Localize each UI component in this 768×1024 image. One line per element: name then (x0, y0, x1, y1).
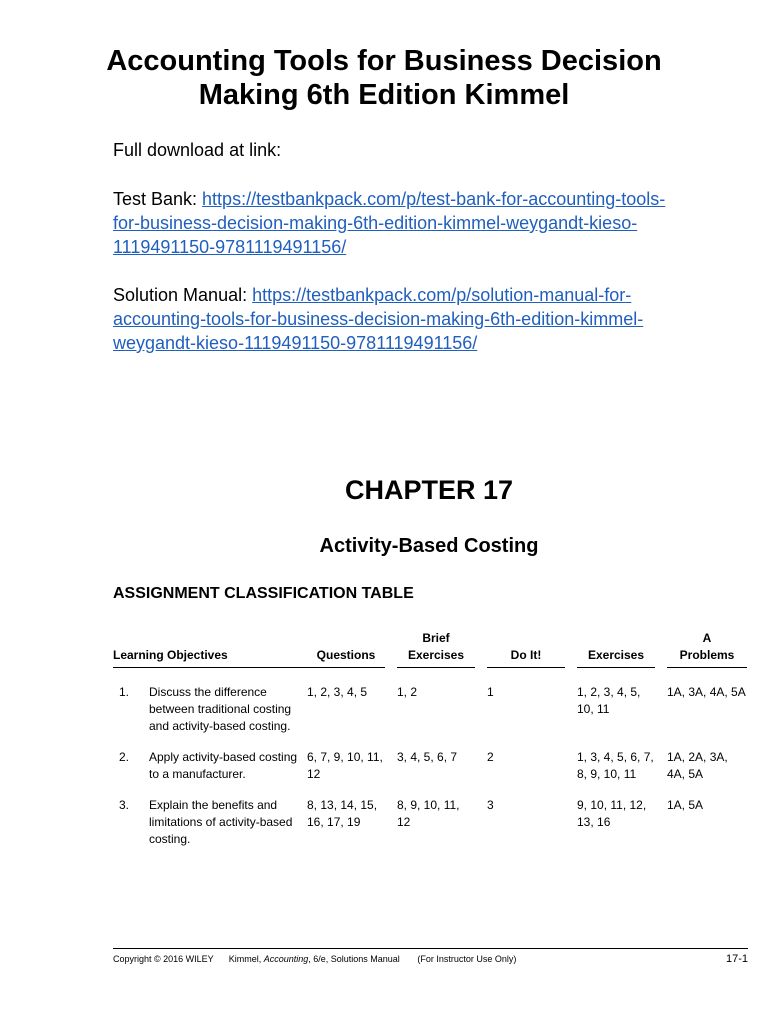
row-exercises: 1, 3, 4, 5, 6, 7, 8, 9, 10, 11 (577, 750, 654, 781)
row-brief-exercises: 3, 4, 5, 6, 7 (397, 750, 458, 764)
row-brief-exercises: 1, 2 (397, 685, 418, 699)
row-objective: Apply activity-based costing to a manufacturer. (149, 750, 298, 781)
download-intro: Full download at link: (113, 140, 282, 160)
title-line-1: Accounting Tools for Business Decision (106, 45, 662, 77)
footer-instructor-note: (For Instructor Use Only) (417, 954, 517, 964)
footer-author: Kimmel, (228, 954, 264, 964)
row-objective: Discuss the difference between traditional costing and activity-based costing. (149, 685, 292, 733)
title-line-2: Making 6th Edition Kimmel (198, 79, 570, 111)
header-exercises: Exercises (577, 630, 655, 668)
header-do-it: Do It! (487, 630, 565, 668)
row-do-it: 1 (487, 685, 494, 699)
row-questions: 8, 13, 14, 15, 16, 17, 19 (307, 798, 378, 829)
footer-book-title: Accounting (263, 954, 309, 964)
footer-divider (113, 948, 748, 949)
header-learning-objectives: Learning Objectives (113, 630, 301, 668)
row-do-it: 2 (487, 750, 494, 764)
row-objective: Explain the benefits and limitations of activity-based costing. (149, 798, 293, 846)
row-exercises: 1, 2, 3, 4, 5, 10, 11 (577, 685, 641, 716)
table-heading: ASSIGNMENT CLASSIFICATION TABLE (113, 585, 414, 602)
row-exercises: 9, 10, 11, 12, 13, 16 (577, 798, 647, 829)
header-brief-exercises: Brief Exercises (397, 630, 475, 668)
row-questions: 6, 7, 9, 10, 11, 12 (307, 750, 383, 781)
test-bank-label: Test Bank: (113, 189, 203, 209)
test-bank-paragraph (113, 187, 753, 259)
header-a-problems: A Problems (667, 630, 747, 668)
test-bank-link[interactable]: https://testbankpack.com/p/test-bank-for-accounting-tools- for-business-decision-making-6th-edition-kimmel-weygandt-kieso- 1119491150-9781119491156/ (113, 189, 666, 257)
row-number: 1. (119, 685, 130, 699)
footer-copyright: Copyright © 2016 WILEY (113, 954, 214, 964)
row-brief-exercises: 8, 9, 10, 11, 12 (397, 798, 460, 829)
table-row (113, 749, 747, 783)
solution-manual-link[interactable]: https://testbankpack.com/p/solution-manual-for- accounting-tools-for-business-decision-making-6th-edition-kimmel- weygandt-kieso-1119491150-9781119491156/ (113, 285, 644, 353)
assignment-classification-table (113, 630, 747, 848)
footer-edition: , 6/e, Solutions Manual (308, 954, 400, 964)
table-row (113, 684, 747, 735)
row-questions: 1, 2, 3, 4, 5 (307, 685, 368, 699)
table-header-row (113, 630, 747, 668)
row-problems: 1A, 3A, 4A, 5A (667, 685, 746, 699)
row-do-it: 3 (487, 798, 494, 812)
row-problems: 1A, 5A (667, 798, 704, 812)
solution-manual-label: Solution Manual: (113, 285, 253, 305)
chapter-heading: CHAPTER 17 (344, 475, 514, 505)
table-row (113, 797, 747, 848)
page-number: 17-1 (725, 953, 748, 965)
solution-manual-paragraph (113, 283, 753, 355)
document-title (0, 44, 768, 112)
chapter-subtitle: Activity-Based Costing (319, 535, 539, 557)
row-problems: 1A, 2A, 3A, 4A, 5A (667, 750, 728, 781)
header-questions: Questions (307, 630, 385, 668)
row-number: 3. (119, 798, 130, 812)
page-footer (113, 953, 748, 965)
row-number: 2. (119, 750, 130, 764)
